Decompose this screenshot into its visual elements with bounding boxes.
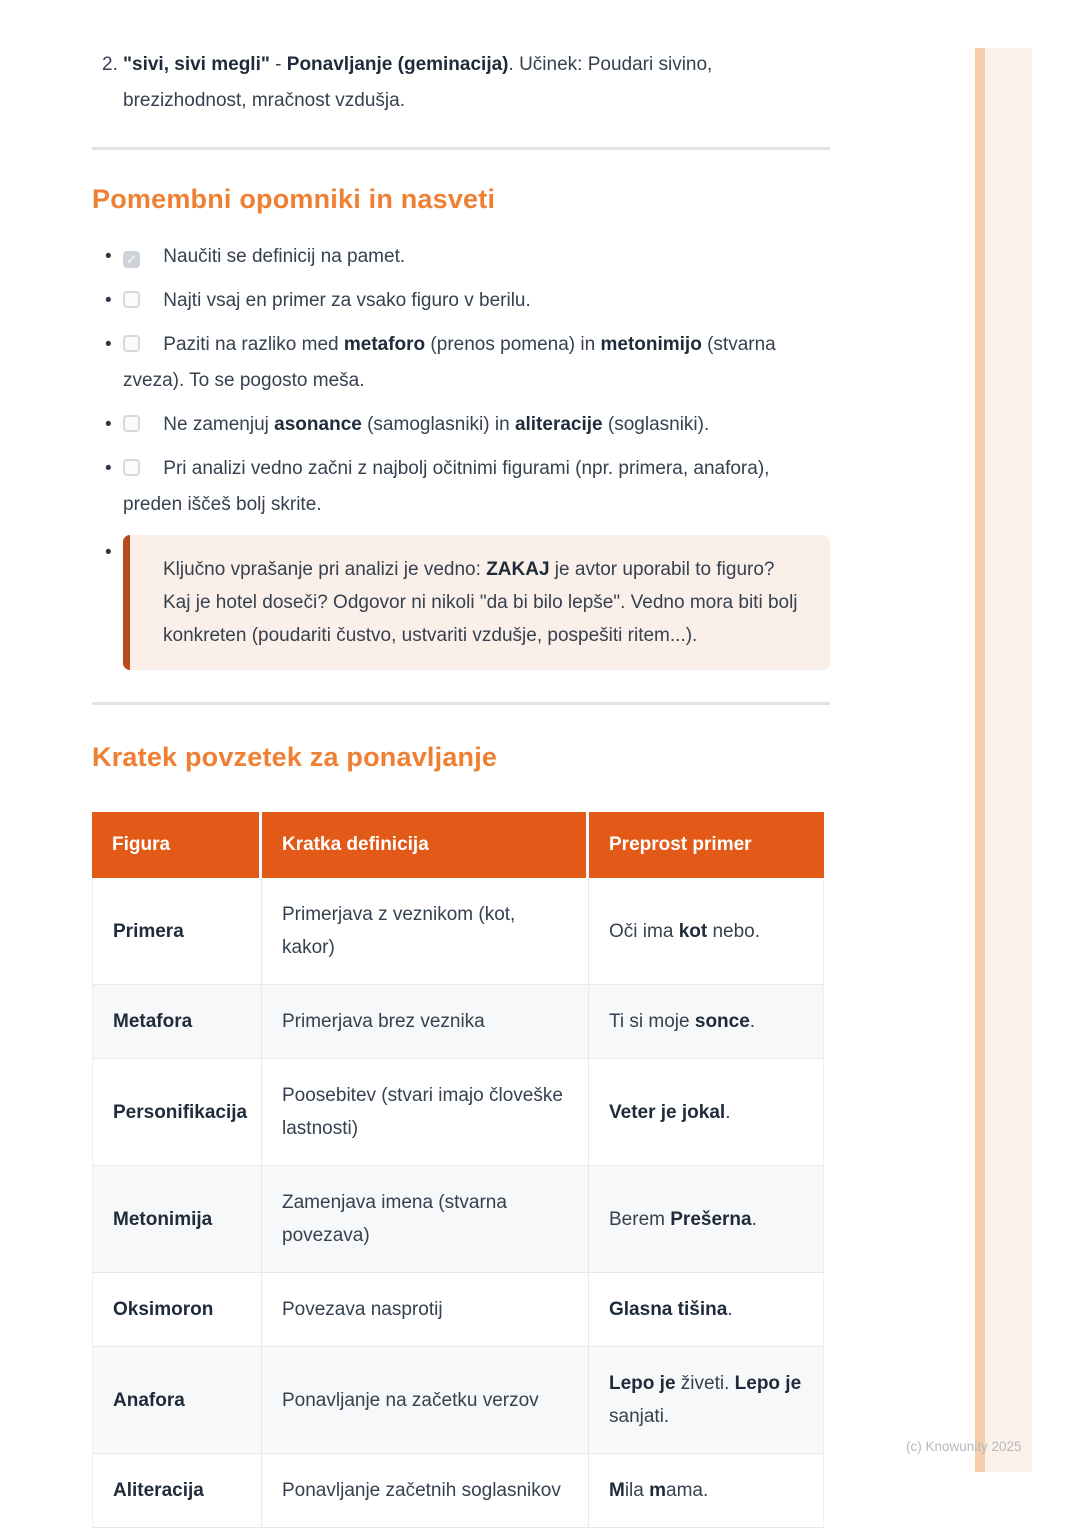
callout-list-item <box>92 535 830 670</box>
checklist-item <box>92 407 830 443</box>
table-row <box>92 1273 824 1347</box>
checklist-item-text: Najti vsaj en primer za vsako figuro v berilu. <box>163 290 531 311</box>
checkbox[interactable] <box>123 415 140 432</box>
cell-primer: Veter je jokal. <box>589 1059 824 1166</box>
column-header-figura: Figura <box>92 812 262 878</box>
checkbox[interactable] <box>123 335 140 352</box>
section-title-summary: Kratek povzetek za ponavljanje <box>92 742 498 772</box>
checklist-item-text: Naučiti se definicij na pamet. <box>163 246 406 267</box>
cell-definicija: Povezava nasprotij <box>262 1273 589 1347</box>
checklist-item <box>92 451 830 523</box>
cell-figura: Anafora <box>92 1347 262 1454</box>
cell-primer: Berem Prešerna. <box>589 1166 824 1273</box>
checklist-item <box>92 327 830 399</box>
checkbox[interactable] <box>123 459 140 476</box>
checklist-item-text: Paziti na razliko med metaforo (prenos pomena) in metonimijo (stvarna zveza). To se pogosto meša. <box>123 334 776 391</box>
section-divider <box>92 702 830 705</box>
list-item-text: "sivi, sivi megli" - Ponavljanje (geminacija). Učinek: Poudari sivino, brezizhodnost, mračnost vzdušja. <box>123 54 713 111</box>
table-row <box>92 1166 824 1273</box>
checkbox[interactable]: ✓ <box>123 251 140 268</box>
cell-definicija: Poosebitev (stvari imajo človeške lastnosti) <box>262 1059 589 1166</box>
table-row <box>92 1454 824 1528</box>
cell-figura: Oksimoron <box>92 1273 262 1347</box>
cell-figura: Aliteracija <box>92 1454 262 1528</box>
table-row <box>92 878 824 985</box>
cell-figura: Primera <box>92 878 262 985</box>
numbered-list-item <box>92 47 830 119</box>
reminder-list <box>92 239 830 670</box>
checklist-item-text: Pri analizi vedno začni z najbolj očitnimi figurami (npr. primera, anafora), preden iščeš bolj skrite. <box>123 458 770 515</box>
checklist-item-text: Ne zamenjuj asonance (samoglasniki) in aliteracije (soglasniki). <box>163 414 710 435</box>
cell-figura: Metonimija <box>92 1166 262 1273</box>
list-item-number: 2. <box>102 54 118 75</box>
table-row <box>92 1347 824 1454</box>
callout-box <box>123 535 830 670</box>
cell-primer: Mila mama. <box>589 1454 824 1528</box>
copyright-notice: (c) Knowunity 2025 <box>906 1439 1022 1454</box>
table-row <box>92 1059 824 1166</box>
cell-definicija: Primerjava z veznikom (kot, kakor) <box>262 878 589 985</box>
summary-table-container <box>92 812 824 1501</box>
cell-primer: Oči ima kot nebo. <box>589 878 824 985</box>
cell-primer: Lepo je živeti. Lepo je sanjati. <box>589 1347 824 1454</box>
section-title-reminders: Pomembni opomniki in nasveti <box>92 184 496 214</box>
checkbox[interactable] <box>123 291 140 308</box>
cell-definicija: Ponavljanje začetnih soglasnikov <box>262 1454 589 1528</box>
cell-figura: Metafora <box>92 985 262 1059</box>
checklist-item <box>92 283 830 319</box>
column-header-definicija: Kratka definicija <box>262 812 589 878</box>
cell-figura: Personifikacija <box>92 1059 262 1166</box>
document-content <box>92 0 830 1501</box>
cell-definicija: Primerjava brez veznika <box>262 985 589 1059</box>
table-body <box>92 878 824 1528</box>
cell-primer: Ti si moje sonce. <box>589 985 824 1059</box>
summary-table <box>92 812 824 1528</box>
cell-definicija: Zamenjava imena (stvarna povezava) <box>262 1166 589 1273</box>
checklist-item <box>92 239 830 275</box>
decorative-side-stripe <box>975 48 1032 1472</box>
column-header-primer: Preprost primer <box>589 812 824 878</box>
table-header-row <box>92 812 824 878</box>
cell-definicija: Ponavljanje na začetku verzov <box>262 1347 589 1454</box>
table-row <box>92 985 824 1059</box>
section-divider <box>92 147 830 150</box>
cell-primer: Glasna tišina. <box>589 1273 824 1347</box>
callout-text: Ključno vprašanje pri analizi je vedno: ZAKAJ je avtor uporabil to figuro? Kaj je hotel doseči? Odgovor ni nikoli "da bi bilo lepše". Vedno mora biti bolj konkreten (poudariti čustvo, ustvariti vzdušje, pospešiti ritem...). <box>163 559 798 646</box>
